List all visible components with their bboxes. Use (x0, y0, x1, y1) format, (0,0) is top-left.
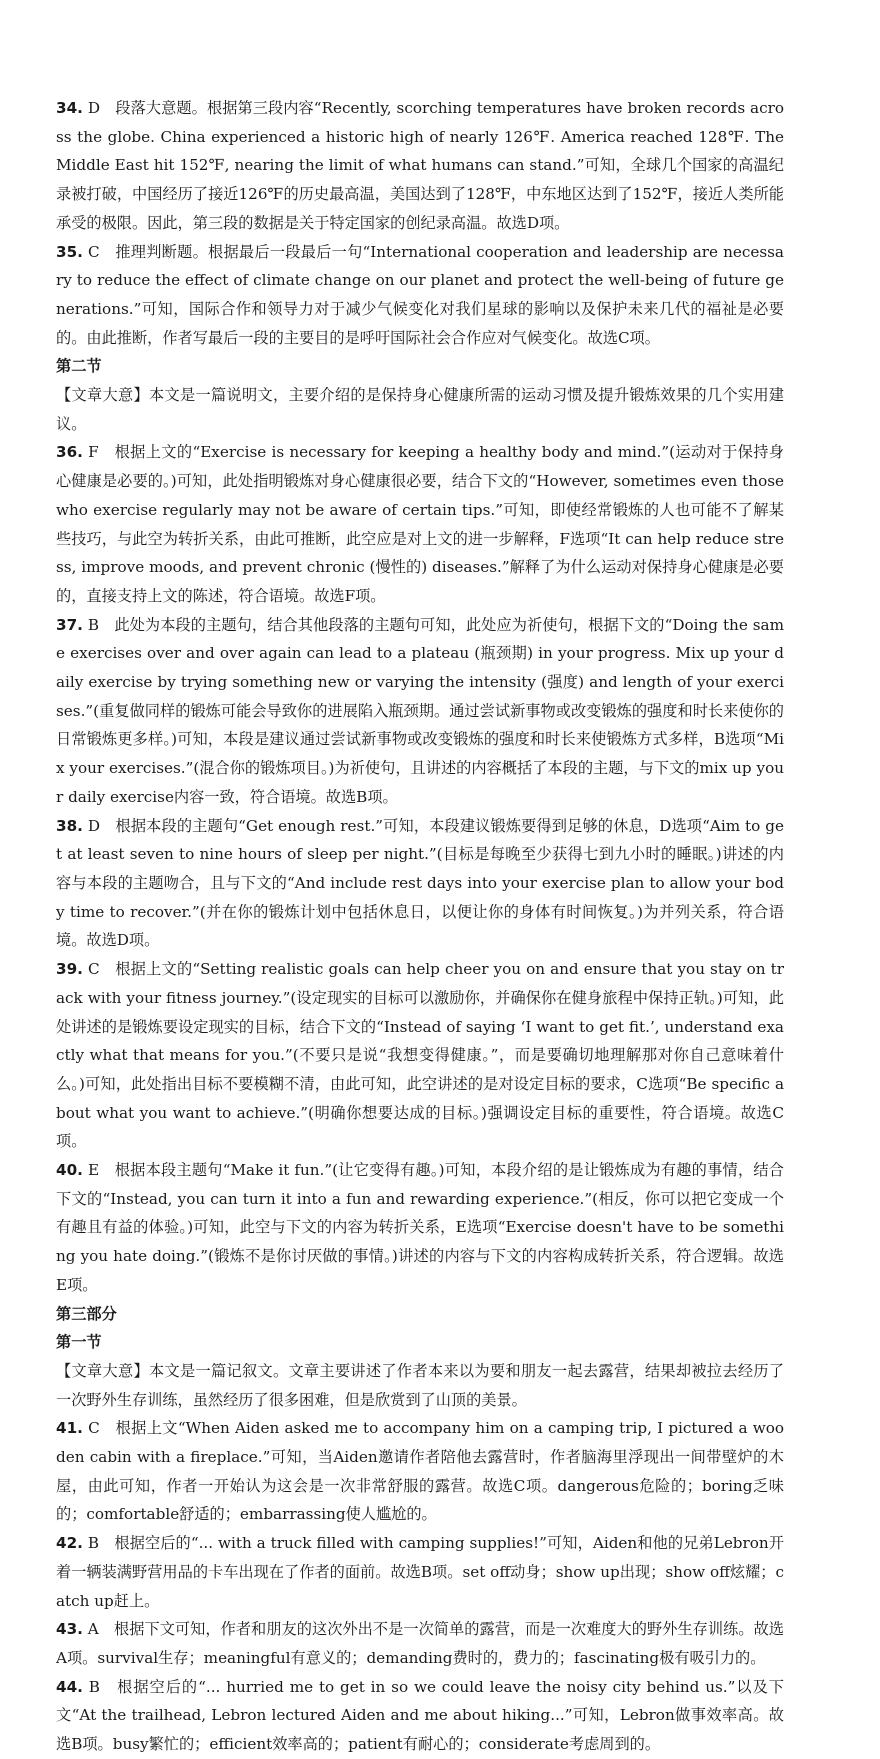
part-heading: 第三部分 (56, 1304, 117, 1323)
answer-42 (56, 1529, 784, 1615)
answer-36 (56, 438, 784, 610)
question-number: 38. (56, 816, 83, 835)
question-number: 44. (56, 1677, 83, 1696)
answer-text: B 根据空后的“... with a truck filled with camping supplies!”可知，Aiden和他的兄弟Lebron开着一辆装满野营用品的卡车出现在了作者的面前。故选B项。set off动身；show up出现；show off炫耀；catch up赶上。 (56, 1534, 784, 1610)
answer-43 (56, 1615, 784, 1672)
question-number: 35. (56, 242, 83, 261)
answer-text: A 根据下文可知，作者和朋友的这次外出不是一次简单的露营，而是一次难度大的野外生存训练。故选A项。survival生存；meaningful有意义的；demanding费时的，费力的；fascinating极有吸引力的。 (56, 1620, 784, 1667)
answer-34 (56, 94, 784, 238)
question-number: 39. (56, 960, 83, 979)
question-number: 42. (56, 1534, 83, 1553)
answer-text: B 根据空后的“... hurried me to get in so we could leave the noisy city behind us.”以及下文“At the trailhead, Lebron lectured Aiden and me about hiking...”可知，Lebron做事效率高。故选B项。busy繁忙的；efficient效率高的；patient有耐心的；considerate考虑周到的。 (56, 1677, 784, 1754)
answer-text: C 推理判断题。根据最后一段最后一句“International cooperation and leadership are necessary to reduce the effect of climate change on our planet and protect the well-being of future generations.”可知，国际合作和领导力对于减少气候变化对我们星球的影响以及保护未来几代的福祉是必要的。由此推断，作者写最后一段的主要目的是呼吁国际社会合作应对气候变化。故选C项。 (56, 242, 784, 347)
answer-35 (56, 238, 784, 353)
answer-text: D 根据本段的主题句“Get enough rest.”可知，本段建议锻炼要得到足够的休息，D选项“Aim to get at least seven to nine hours of sleep per night.”(目标是每晚至少获得七到九小时的睡眠。)讲述的内容与本段的主题吻合，且与下文的“And include rest days into your exercise plan to allow your body time to recover.”(并在你的锻炼计划中包括休息日，以便让你的身体有时间恢复。)为并列关系，符合语境。故选D项。 (56, 816, 784, 950)
answer-44 (56, 1673, 784, 1759)
answer-text: F 根据上文的“Exercise is necessary for keeping a healthy body and mind.”(运动对于保持身心健康是必要的。)可知，此处指明锻炼对身心健康很必要，结合下文的“However, sometimes even those who exercise regularly may not be aware of certain tips.”可知，即使经常锻炼的人也可能不了解某些技巧，与此空为转折关系，由此可推断，此空应是对上文的进一步解释，F选项“It can help reduce stress, improve moods, and prevent chronic (慢性的) diseases.”解释了为什么运动对保持身心健康是必要的，直接支持上文的陈述，符合语境。故选F项。 (56, 443, 784, 605)
answer-text: D 段落大意题。根据第三段内容“Recently, scorching temperatures have broken records across the globe. China experienced a historic high of nearly 126℉. America reached 128℉. The Middle East hit 152℉, nearing the limit of what humans can stand.”可知，全球几个国家的高温纪录被打破，中国经历了接近126℉的历史最高温，美国达到了128℉，中东地区达到了152℉，接近人类所能承受的极限。因此，第三段的数据是关于特定国家的创纪录高温。故选D项。 (56, 99, 784, 232)
answer-text: B 此处为本段的主题句，结合其他段落的主题句可知，此处应为祈使句，根据下文的“Doing the same exercises over and over again can lead to a plateau (瓶颈期) in your progress. Mix up your daily exercise by trying something new or varying the intensity (强度) and length of your exercises.”(重复做同样的锻炼可能会导致你的进展陷入瓶颈期。通过尝试新事物或改变锻炼的强度和时长来使你的日常锻炼更多样。)可知，本段是建议通过尝试新事物或改变锻炼的强度和时长来使锻炼方式多样，B选项“Mix your exercises.”(混合你的锻炼项目。)为祈使句，且讲述的内容概括了本段的主题，与下文的mix up your daily exercise内容一致，符合语境。故选B项。 (56, 615, 784, 806)
question-number: 34. (56, 99, 83, 117)
answer-39 (56, 955, 784, 1156)
section-heading: 第一节 (56, 1333, 102, 1352)
question-number: 40. (56, 1161, 83, 1180)
answer-text: E 根据本段主题句“Make it fun.”(让它变得有趣。)可知，本段介绍的是让锻炼成为有趣的事情，结合下文的“Instead, you can turn it into a fun and rewarding experience.”(相反，你可以把它变成一个有趣且有益的体验。)可知，此空与下文的内容为转折关系，E选项“Exercise doesn't have to be something you hate doing.”(锻炼不是你讨厌做的事情。)讲述的内容与下文的内容构成转折关系，符合逻辑。故选E项。 (56, 1161, 784, 1294)
question-number: 37. (56, 615, 83, 634)
answer-37 (56, 611, 784, 812)
answer-41 (56, 1414, 784, 1529)
answer-text: C 根据上文“When Aiden asked me to accompany him on a camping trip, I pictured a wooden cabin with a fireplace.”可知，当Aiden邀请作者陪他去露营时，作者脑海里浮现出一间带壁炉的木屋，由此可知，作者一开始认为这会是一次非常舒服的露营。故选C项。dangerous危险的；boring乏味的；comfortable舒适的；embarrassing使人尴尬的。 (56, 1419, 784, 1524)
answer-text: C 根据上文的“Setting realistic goals can help cheer you on and ensure that you stay on track with your fitness journey.”(设定现实的目标可以激励你，并确保你在健身旅程中保持正轨。)可知，此处讲述的是锻炼要设定现实的目标，结合下文的“Instead of saying ‘I want to get fit.’, understand exactly what that means for you.”(不要只是说“我想变得健康。”，而是要确切地理解那对你自己意味着什么。)可知，此处指出目标不要模糊不清，由此可知，此空讲述的是对设定目标的要求，C选项“Be specific about what you want to achieve.”(明确你想要达成的目标。)强调设定目标的重要性，符合语境。故选C项。 (56, 960, 784, 1151)
question-number: 41. (56, 1419, 83, 1438)
answer-40 (56, 1156, 784, 1300)
answer-38 (56, 812, 784, 956)
question-number: 36. (56, 443, 83, 462)
question-number: 43. (56, 1620, 83, 1639)
section-heading: 第二节 (56, 357, 102, 376)
article-summary: 【文章大意】本文是一篇记叙文。文章主要讲述了作者本来以为要和朋友一起去露营，结果却被拉去经历了一次野外生存训练，虽然经历了很多困难，但是欣赏到了山顶的美景。 (56, 1361, 784, 1409)
article-summary: 【文章大意】本文是一篇说明文，主要介绍的是保持身心健康所需的运动习惯及提升锻炼效果的几个实用建议。 (56, 386, 784, 433)
